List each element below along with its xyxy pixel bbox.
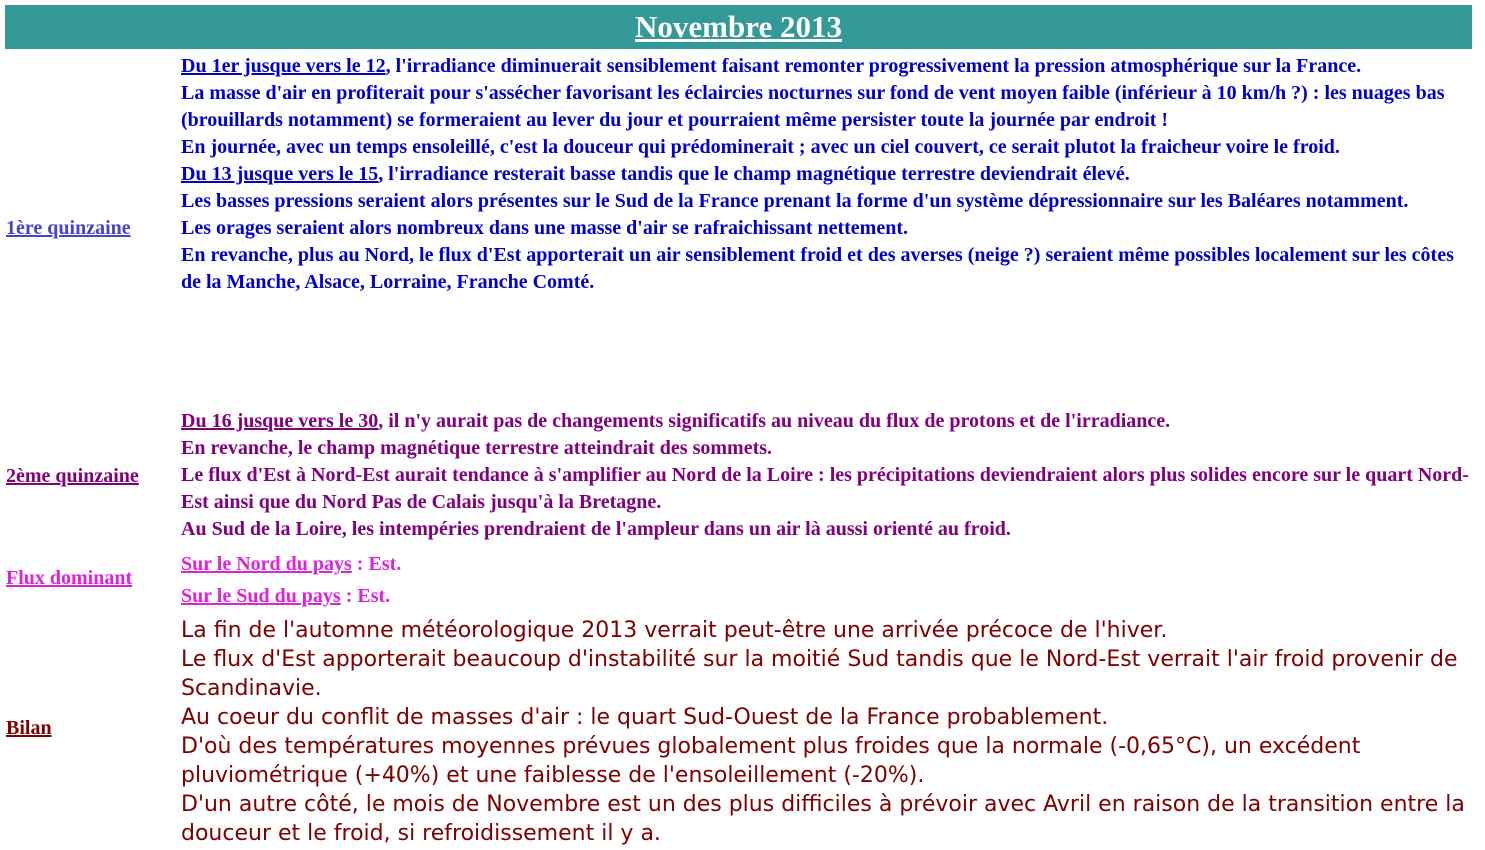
flux-south-value: : Est. bbox=[340, 585, 391, 607]
q1-paragraph-5: Les basses pressions seraient alors présentes sur le Sud de la France prenant la forme d'un système dépressionnaire sur les Baléares notamment. bbox=[181, 190, 1409, 212]
label-quinzaine-2[interactable]: 2ème quinzaine bbox=[6, 465, 139, 487]
bilan-text bbox=[181, 616, 1476, 848]
label-bilan[interactable]: Bilan bbox=[6, 717, 52, 739]
title-bar bbox=[5, 5, 1472, 49]
q1-period-link-1[interactable]: Du 1er jusque vers le 12 bbox=[181, 55, 386, 77]
q1-p4-text: , l'irradiance resterait basse tandis que le champ magnétique terrestre deviendrait élevé. bbox=[378, 163, 1130, 185]
bilan-paragraph-4: D'où des températures moyennes prévues globalement plus froides que la normale (-0,65°C), un excédent pluviométrique (+40%) et une faiblesse de l'ensoleillement (-20%). bbox=[181, 734, 1361, 788]
q2-period-link[interactable]: Du 16 jusque vers le 30 bbox=[181, 410, 379, 432]
q1-paragraph-1 bbox=[181, 53, 1471, 80]
quinzaine-1-text bbox=[181, 53, 1471, 296]
q2-paragraph-4: Au Sud de la Loire, les intempéries prendraient de l'ampleur dans un air là aussi orienté au froid. bbox=[181, 518, 1011, 540]
q2-paragraph-2: En revanche, le champ magnétique terrestre atteindrait des sommets. bbox=[181, 437, 773, 459]
bilan-paragraph-3: Au coeur du conflit de masses d'air : le quart Sud-Ouest de la France probablement. bbox=[181, 705, 1109, 730]
q1-paragraph-7: En revanche, plus au Nord, le flux d'Est apporterait un air sensiblement froid et des averses (neige ?) seraient même possibles localement sur les côtes de la Manche, Alsace, Lorraine, Franche Comté. bbox=[181, 244, 1454, 293]
bilan-paragraph-2: Le flux d'Est apporterait beaucoup d'instabilité sur la moitié Sud tandis que le Nord-Est verrait l'air froid provenir de Scandinavie. bbox=[181, 647, 1458, 701]
bilan-paragraph-5: D'un autre côté, le mois de Novembre est un des plus difficiles à prévoir avec Avril en raison de la transition entre la douceur et le froid, si refroidissement il y a. bbox=[181, 792, 1465, 846]
q2-p1-text: , il n'y aurait pas de changements significatifs au niveau du flux de protons et de l'irradiance. bbox=[378, 410, 1171, 432]
label-quinzaine-1[interactable]: 1ère quinzaine bbox=[6, 217, 131, 239]
page-title-link[interactable]: Novembre 2013 bbox=[635, 9, 842, 44]
flux-text bbox=[181, 548, 1471, 612]
q1-paragraph-3: En journée, avec un temps ensoleillé, c'est la douceur qui prédominerait ; avec un ciel couvert, ce serait plutot la fraicheur voire le froid. bbox=[181, 136, 1340, 158]
q1-p1-text: , l'irradiance diminuerait sensiblement faisant remonter progressivement la pression atmosphérique sur la France. bbox=[385, 55, 1362, 77]
q2-paragraph-3: Le flux d'Est à Nord-Est aurait tendance à s'amplifier au Nord de la Loire : les précipitations deviendraient alors plus solides encore sur le quart Nord-Est ainsi que du Nord Pas de Calais jusqu'à la Bretagne. bbox=[181, 464, 1469, 513]
q1-paragraph-4 bbox=[181, 161, 1471, 188]
q2-paragraph-1 bbox=[181, 408, 1471, 435]
flux-north-value: : Est. bbox=[351, 553, 402, 575]
flux-south bbox=[181, 580, 1471, 612]
flux-north bbox=[181, 548, 1471, 580]
bilan-paragraph-1: La fin de l'automne météorologique 2013 verrait peut-être une arrivée précoce de l'hiver. bbox=[181, 618, 1168, 643]
q1-period-link-2[interactable]: Du 13 jusque vers le 15 bbox=[181, 163, 379, 185]
flux-north-link[interactable]: Sur le Nord du pays bbox=[181, 553, 352, 575]
quinzaine-2-text bbox=[181, 408, 1471, 543]
q1-paragraph-6: Les orages seraient alors nombreux dans une masse d'air se rafraichissant nettement. bbox=[181, 217, 908, 239]
flux-south-link[interactable]: Sur le Sud du pays bbox=[181, 585, 341, 607]
q1-paragraph-2: La masse d'air en profiterait pour s'assécher favorisant les éclaircies nocturnes sur fond de vent moyen faible (inférieur à 10 km/h ?) : les nuages bas (brouillards notamment) se formeraient au lever du jour et pourraient même persister toute la journée par endroit ! bbox=[181, 82, 1445, 131]
label-flux-dominant[interactable]: Flux dominant bbox=[6, 567, 133, 589]
